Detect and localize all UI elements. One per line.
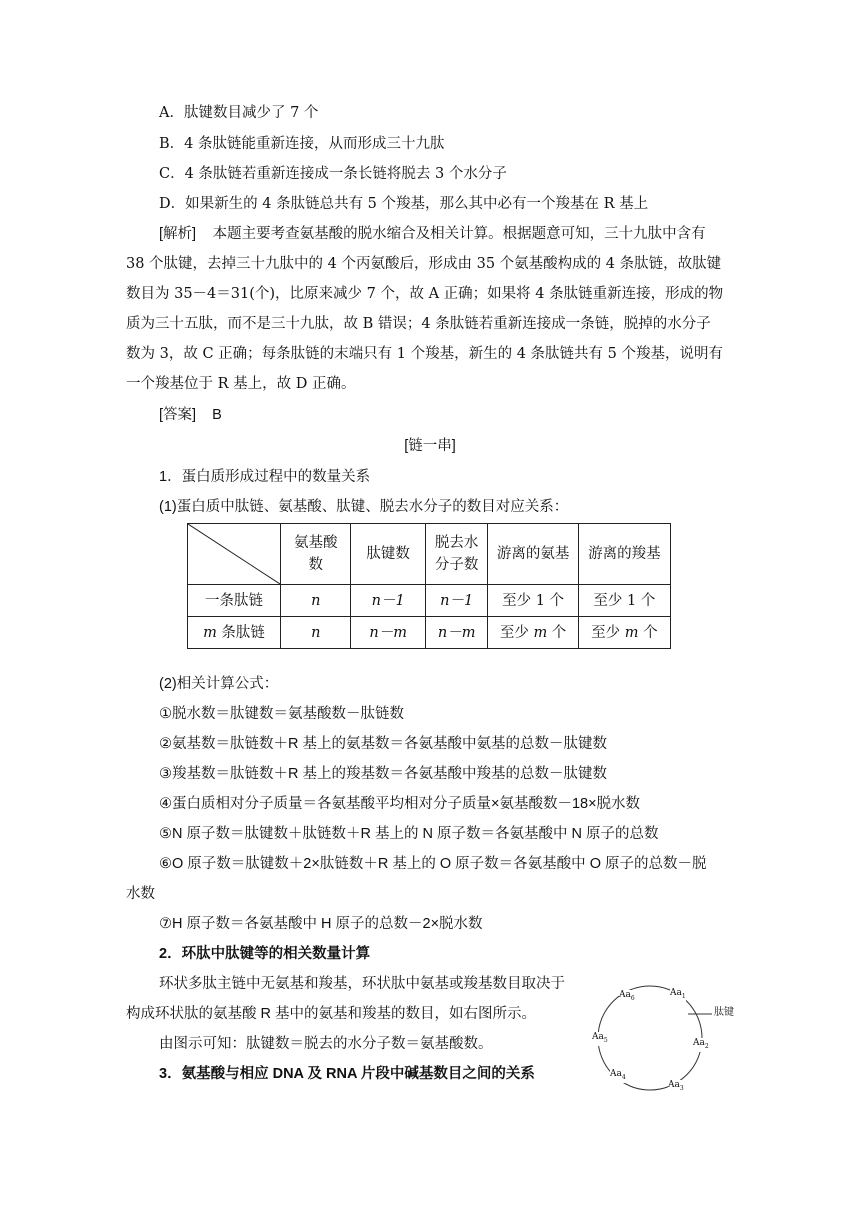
table-header-cell: 氨基酸 数 — [281, 524, 351, 585]
table-header-cell: 游离的氨基 — [488, 524, 578, 585]
section-2-title: 2．环肽中肽键等的相关数量计算 — [159, 946, 371, 962]
table-cell: 至少 m 个 — [578, 617, 670, 649]
table-row-label: m 条肽链 — [188, 617, 281, 649]
table-cell: n－m — [425, 617, 488, 649]
section-1-sub2: (2)相关计算公式： — [159, 676, 279, 692]
section-2-text: 构成环状肽的氨基酸 R 基中的氨基和羧基的数目，如右图所示。 — [126, 1006, 537, 1022]
section-1-sub1: (1)蛋白质中肽链、氨基酸、肽键、脱去水分子的数目对应关系： — [159, 499, 569, 515]
table-corner-cell — [188, 524, 281, 585]
quantity-table — [187, 523, 671, 649]
section-1-title: 1．蛋白质形成过程中的数量关系 — [159, 469, 371, 485]
analysis-text: 本题主要考查氨基酸的脱水缩合及相关计算。根据题意可知，三十九肽中含有 — [212, 226, 706, 242]
answer — [159, 405, 222, 425]
table-cell: n — [281, 585, 351, 617]
table-cell: n－m — [351, 617, 425, 649]
analysis-line: 数为 3，故 C 正确；每条肽链的末端只有 1 个羧基，新生的 4 条肽链共有 5 个羧基，说明有 — [126, 346, 723, 362]
section-2-text: 由图示可知：肽键数＝脱去的水分子数＝氨基酸数。 — [159, 1036, 493, 1052]
table-header-cell: 肽键数 — [351, 524, 425, 585]
section-2-text: 环状多肽主链中无氨基和羧基，环状肽中氨基或羧基数目取决于 — [159, 976, 565, 992]
analysis-line: 质为三十五肽，而不是三十九肽，故 B 错误；4 条肽链若重新连接成一条链，脱掉的水分子 — [126, 316, 711, 332]
table-header-cell: 脱去水 分子数 — [425, 524, 488, 585]
amino-acid-2: $Aa_2$ — [693, 1038, 709, 1050]
table-header-cell: 游离的羧基 — [578, 524, 670, 585]
option-c: C．4 条肽链若重新连接成一条长链将脱去 3 个水分子 — [159, 166, 507, 182]
formula: ②氨基数＝肽链数＋R 基上的氨基数＝各氨基酸中氨基的总数－肽键数 — [159, 736, 607, 752]
table-cell: 至少 1 个 — [488, 585, 578, 617]
formula: ⑤N 原子数＝肽键数＋肽链数＋R 基上的 N 原子数＝各氨基酸中 N 原子的总数 — [159, 826, 659, 842]
table-row — [188, 617, 671, 649]
answer-value: B — [212, 407, 222, 423]
analysis-line: 38 个肽键，去掉三十九肽中的 4 个丙氨酸后，形成由 35 个氨基酸构成的 4 条肽链，故肽键 — [126, 256, 722, 272]
amino-acid-4: $Aa_4$ — [610, 1069, 626, 1081]
option-a: A．肽键数目减少了 7 个 — [159, 105, 319, 121]
option-d: D．如果新生的 4 条肽链总共有 5 个羧基，那么其中必有一个羧基在 R 基上 — [159, 196, 649, 212]
table-cell: 至少 1 个 — [578, 585, 670, 617]
analysis-line: 一个羧基位于 R 基上，故 D 正确。 — [126, 376, 356, 392]
option-b: B．4 条肽链能重新连接，从而形成三十九肽 — [159, 136, 445, 152]
diagonal-line — [188, 524, 280, 584]
table-cell: n－1 — [425, 585, 488, 617]
table-row-label: 一条肽链 — [188, 585, 281, 617]
cyclic-peptide-diagram — [588, 982, 748, 1098]
formula-continued: 水数 — [126, 886, 155, 902]
formula: ④蛋白质相对分子质量＝各氨基酸平均相对分子质量×氨基酸数－18×脱水数 — [159, 796, 641, 812]
table-cell: 至少 m 个 — [488, 617, 578, 649]
answer-tag: [答案] — [159, 407, 197, 423]
peptide-bond-label: 肽键 — [714, 1007, 734, 1018]
formula: ⑦H 原子数＝各氨基酸中 H 原子的总数－2×脱水数 — [159, 916, 483, 932]
amino-acid-1: $Aa_1$ — [670, 988, 686, 1000]
table-cell: n－1 — [351, 585, 425, 617]
section-title: [链一串] — [404, 438, 456, 454]
analysis-first-line — [159, 224, 706, 244]
analysis-tag: [解析] — [159, 226, 197, 242]
table-row — [188, 585, 671, 617]
table-header-row — [188, 524, 671, 585]
formula: ③羧基数＝肽链数＋R 基上的羧基数＝各氨基酸中羧基的总数－肽键数 — [159, 766, 607, 782]
analysis-line: 数目为 35－4＝31(个)，比原来减少 7 个，故 A 正确；如果将 4 条肽链重新连接，形成的物 — [126, 286, 724, 302]
table-cell: n — [281, 617, 351, 649]
amino-acid-6: $Aa_6$ — [619, 990, 635, 1002]
section-3-title: 3．氨基酸与相应 DNA 及 RNA 片段中碱基数目之间的关系 — [159, 1066, 535, 1082]
amino-acid-5: $Aa_5$ — [592, 1032, 608, 1044]
formula: ⑥O 原子数＝肽键数＋2×肽链数＋R 基上的 O 原子数＝各氨基酸中 O 原子的总数－脱 — [159, 856, 707, 872]
formula: ①脱水数＝肽键数＝氨基酸数－肽链数 — [159, 706, 404, 722]
amino-acid-3: $Aa_3$ — [668, 1080, 684, 1092]
